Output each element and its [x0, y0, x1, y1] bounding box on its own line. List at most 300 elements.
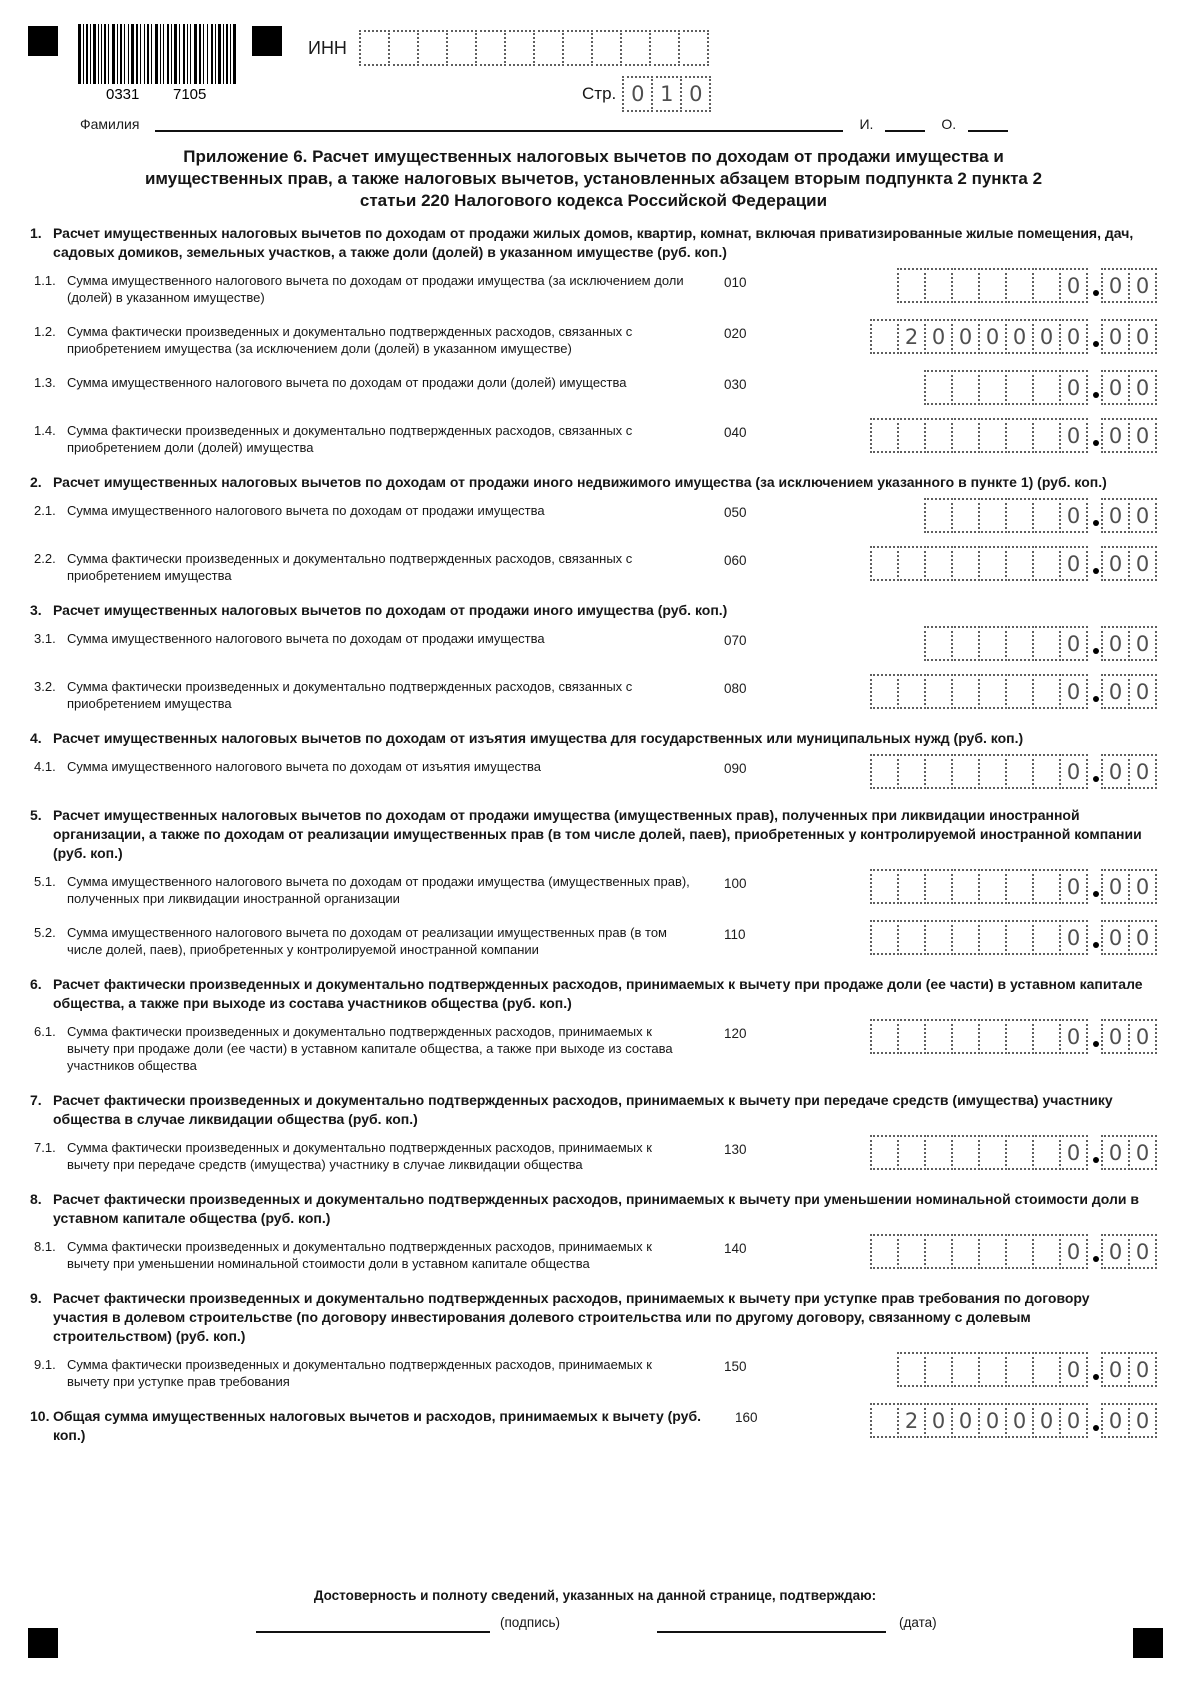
- form-title: Приложение 6. Расчет имущественных налоговых вычетов по доходам от продажи имущества и имущественных прав, а также налоговых вычетов, установленных абзацем вторым подпункта 2 пункта 2 статьи 220 Налогового кодекса Российской Федерации: [144, 147, 1043, 210]
- value-cell: 0: [1101, 920, 1130, 955]
- value-cell: 0: [1059, 418, 1088, 453]
- value-cell: 0: [1101, 754, 1130, 789]
- surname-row: [80, 116, 1157, 132]
- value-cell: [897, 1352, 926, 1387]
- amount-field-090[interactable]: [872, 754, 1157, 789]
- line-number: 7.1.: [34, 1140, 56, 1155]
- value-cell: [388, 30, 419, 66]
- value-cell: [475, 30, 506, 66]
- value-cell: [978, 268, 1007, 303]
- value-cell: [870, 1403, 899, 1438]
- value-cell: 0: [1128, 1019, 1157, 1054]
- section-heading: [30, 975, 1148, 1013]
- value-cell: [897, 268, 926, 303]
- form-section: [30, 224, 1157, 456]
- confirmation-text: Достоверность и полноту сведений, указанных на данной странице, подтверждаю:: [313, 1588, 877, 1603]
- value-cell: [951, 754, 980, 789]
- inn-field[interactable]: [361, 30, 709, 66]
- value-cell: 0: [1101, 1019, 1130, 1054]
- line-number: 1.2.: [34, 324, 56, 339]
- line-code: 090: [724, 761, 747, 776]
- value-cell: 0: [1059, 498, 1088, 533]
- section-heading: [30, 224, 1148, 262]
- line-code: 120: [724, 1026, 747, 1041]
- section-heading: [30, 473, 1107, 492]
- value-cell: [446, 30, 477, 66]
- section-number: 9.: [30, 1290, 42, 1306]
- value-cell: [924, 370, 953, 405]
- value-cell: 0: [1101, 1403, 1130, 1438]
- section-heading-text: Расчет фактически произведенных и документально подтвержденных расходов, принимаемых к вычету при уменьшении номинальной стоимости доли в уставном капитале общества (руб. коп.): [53, 1191, 1139, 1226]
- line-label-text: Сумма имущественного налогового вычета по доходам от продажи имущества: [67, 503, 545, 518]
- value-cell: [562, 30, 593, 66]
- line-label: [30, 924, 692, 958]
- section-rows: [30, 272, 1157, 456]
- value-cell: 0: [1059, 268, 1088, 303]
- form-line: [30, 1238, 1157, 1272]
- line-number: 9.1.: [34, 1357, 56, 1372]
- section-rows: [30, 1023, 1157, 1074]
- line-label: [30, 1238, 692, 1272]
- value-cell: [924, 920, 953, 955]
- form-line: [30, 272, 1157, 306]
- patronymic-initial-line[interactable]: [968, 116, 1008, 132]
- section-number: 1.: [30, 225, 42, 241]
- line-label: [30, 758, 692, 775]
- value-cell: [978, 418, 1007, 453]
- line-label-text: Сумма фактически произведенных и документально подтвержденных расходов, связанных с приобретением имущества: [67, 679, 633, 711]
- value-cell: 0: [1005, 1403, 1034, 1438]
- form-line: [30, 924, 1157, 958]
- value-cell: [1005, 626, 1034, 661]
- value-cell: [951, 920, 980, 955]
- value-cell: [978, 626, 1007, 661]
- value-cell: [870, 1019, 899, 1054]
- section-heading-text: Расчет фактически произведенных и документально подтвержденных расходов, принимаемых к вычету при передаче средств (имущества) участнику общества в случае ликвидации общества (руб. коп.): [53, 1092, 1113, 1127]
- amount-field-120[interactable]: [872, 1019, 1157, 1054]
- line-code: 070: [724, 633, 747, 648]
- section-rows: [30, 1238, 1157, 1272]
- line-label-text: Сумма фактически произведенных и документально подтвержденных расходов, принимаемых к вычету при уступке прав требования: [67, 1357, 652, 1389]
- form-section: [30, 1190, 1157, 1272]
- section-rows: [30, 1356, 1157, 1390]
- value-cell: [897, 674, 926, 709]
- value-cell: [951, 1019, 980, 1054]
- line-label-text: Сумма фактически произведенных и документально подтвержденных расходов, связанных с приобретением доли (долей) имущества: [67, 423, 633, 455]
- value-cell: 0: [924, 1403, 953, 1438]
- page-number-label: Стр.: [582, 84, 617, 103]
- value-cell: 0: [1059, 1403, 1088, 1438]
- line-code: 150: [724, 1359, 747, 1374]
- value-cell: [978, 1352, 1007, 1387]
- line-label-text: Сумма имущественного налогового вычета по доходам от продажи имущества (имущественных прав), полученных при ликвидации иностранной организации: [67, 874, 690, 906]
- section-heading-text: Расчет фактически произведенных и документально подтвержденных расходов, принимаемых к вычету при уступке прав требования по договору участия в долевом строительстве (по договору инвестирования долевого строительства или по другому договору, связанному с долевым строительством) (руб. коп.): [53, 1290, 1090, 1344]
- line-code: 020: [724, 326, 747, 341]
- line-code: 160: [735, 1410, 758, 1425]
- value-cell: 0: [1059, 754, 1088, 789]
- value-cell: 0: [1128, 1352, 1157, 1387]
- value-cell: [951, 1135, 980, 1170]
- value-cell: [924, 1234, 953, 1269]
- value-cell: 0: [1101, 319, 1130, 354]
- value-cell: [897, 1019, 926, 1054]
- line-label-text: Сумма фактически произведенных и документально подтвержденных расходов, принимаемых к вычету при продаже доли (ее части) в уставном капитале общества, а также при выходе из состава участников общества: [67, 1024, 673, 1073]
- value-cell: [1032, 1019, 1061, 1054]
- value-cell: 0: [1101, 268, 1130, 303]
- line-label: [30, 678, 692, 712]
- value-cell: [924, 754, 953, 789]
- value-cell: [924, 1352, 953, 1387]
- amount-field-160[interactable]: [872, 1403, 1157, 1438]
- value-cell: [924, 626, 953, 661]
- value-cell: [1032, 546, 1061, 581]
- value-cell: [870, 754, 899, 789]
- value-cell: [897, 920, 926, 955]
- sections-container: [30, 224, 1157, 1445]
- form-line: [30, 1356, 1157, 1390]
- line-number: 8.1.: [34, 1239, 56, 1254]
- form-line: [30, 323, 1157, 357]
- value-cell: [1005, 418, 1034, 453]
- value-cell: [924, 1135, 953, 1170]
- value-cell: [951, 1234, 980, 1269]
- value-cell: 0: [951, 1403, 980, 1438]
- section-heading-text: Расчет фактически произведенных и документально подтвержденных расходов, принимаемых к вычету при продаже доли (ее части) в уставном капитале общества, а также при выходе из состава участников общества (руб. коп.): [53, 976, 1143, 1011]
- value-cell: [591, 30, 622, 66]
- value-cell: [1032, 268, 1061, 303]
- amount-field-060[interactable]: [872, 546, 1157, 581]
- date-input-line[interactable]: [657, 1631, 886, 1633]
- value-cell: [978, 754, 1007, 789]
- value-cell: [359, 30, 390, 66]
- value-cell: [897, 1234, 926, 1269]
- value-cell: 0: [1128, 626, 1157, 661]
- value-cell: [417, 30, 448, 66]
- value-cell: [978, 546, 1007, 581]
- first-initial-label: И.: [859, 116, 874, 132]
- form-section: [30, 1407, 1157, 1445]
- value-cell: 0: [622, 76, 653, 112]
- value-cell: [897, 418, 926, 453]
- patronymic-initial-label: О.: [941, 116, 957, 132]
- value-cell: [870, 674, 899, 709]
- form-section: [30, 975, 1157, 1074]
- line-code: 050: [724, 505, 747, 520]
- value-cell: 1: [651, 76, 682, 112]
- amount-field-080[interactable]: [872, 674, 1157, 709]
- section-heading-text: Общая сумма имущественных налоговых вычетов и расходов, принимаемых к вычету (руб. коп.): [53, 1408, 701, 1443]
- line-code: 140: [724, 1241, 747, 1256]
- value-cell: 0: [1059, 1135, 1088, 1170]
- section-heading: [30, 1190, 1148, 1228]
- value-cell: [870, 869, 899, 904]
- value-cell: [924, 1019, 953, 1054]
- line-label: [30, 630, 692, 647]
- line-code: 060: [724, 553, 747, 568]
- value-cell: [1005, 674, 1034, 709]
- value-cell: [1032, 920, 1061, 955]
- line-number: 3.1.: [34, 631, 56, 646]
- line-code: 110: [724, 927, 746, 942]
- value-cell: [978, 920, 1007, 955]
- value-cell: 0: [1005, 319, 1034, 354]
- line-number: 1.4.: [34, 423, 56, 438]
- form-line: [30, 1023, 1157, 1074]
- amount-field-010[interactable]: [899, 268, 1157, 303]
- value-cell: 0: [1128, 1403, 1157, 1438]
- value-cell: [1032, 626, 1061, 661]
- inn-label: ИНН: [308, 37, 347, 58]
- amount-field-030[interactable]: [926, 370, 1157, 405]
- value-cell: 0: [1059, 319, 1088, 354]
- value-cell: 0: [924, 319, 953, 354]
- value-cell: 0: [978, 1403, 1007, 1438]
- section-heading-text: Расчет имущественных налоговых вычетов по доходам от продажи имущества (имущественных прав), полученных при ликвидации иностранной организации, а также по доходам от реализации имущественных прав (в том числе долей, паев), приобретенных у контролируемой иностранной компании (руб. коп.): [53, 807, 1142, 861]
- value-cell: [1032, 869, 1061, 904]
- value-cell: 0: [1128, 674, 1157, 709]
- amount-field-070[interactable]: [926, 626, 1157, 661]
- line-label-text: Сумма имущественного налогового вычета по доходам от продажи имущества: [67, 631, 545, 646]
- value-cell: [897, 754, 926, 789]
- value-cell: [951, 674, 980, 709]
- value-cell: 0: [1059, 546, 1088, 581]
- registration-mark-top-right: [252, 26, 282, 56]
- value-cell: 0: [1101, 1135, 1130, 1170]
- section-number: 5.: [30, 807, 42, 823]
- line-number: 3.2.: [34, 679, 56, 694]
- value-cell: [504, 30, 535, 66]
- value-cell: [1032, 754, 1061, 789]
- line-label: [30, 272, 692, 306]
- value-cell: 0: [1101, 546, 1130, 581]
- line-number: 1.3.: [34, 375, 56, 390]
- amount-field-150[interactable]: [899, 1352, 1157, 1387]
- section-number: 2.: [30, 474, 42, 490]
- form-line: [30, 630, 1157, 661]
- section-heading: [30, 729, 1023, 748]
- value-cell: 0: [1059, 1019, 1088, 1054]
- line-label-text: Сумма фактически произведенных и документально подтвержденных расходов, связанных с приобретением имущества: [67, 551, 633, 583]
- value-cell: [870, 920, 899, 955]
- form-section: [30, 729, 1157, 789]
- value-cell: [870, 1234, 899, 1269]
- form-line: [30, 502, 1157, 533]
- value-cell: [978, 674, 1007, 709]
- value-cell: 0: [1101, 1234, 1130, 1269]
- value-cell: [1032, 1352, 1061, 1387]
- section-rows: [30, 758, 1157, 789]
- value-cell: [1005, 754, 1034, 789]
- line-code: 130: [724, 1142, 747, 1157]
- form-line: [30, 374, 1157, 405]
- value-cell: [649, 30, 680, 66]
- value-cell: [897, 546, 926, 581]
- value-cell: [951, 546, 980, 581]
- value-cell: [1032, 418, 1061, 453]
- line-label-text: Сумма фактически произведенных и документально подтвержденных расходов, связанных с приобретением имущества (за исключением доли (долей) в указанном имуществе): [67, 324, 633, 356]
- form-section: [30, 601, 1157, 712]
- value-cell: [924, 418, 953, 453]
- form-section: [30, 473, 1157, 584]
- form-section: [30, 1289, 1157, 1390]
- line-code: 010: [724, 275, 747, 290]
- line-label: [30, 374, 692, 391]
- value-cell: 0: [1128, 869, 1157, 904]
- value-cell: [897, 1135, 926, 1170]
- line-code: 030: [724, 377, 747, 392]
- value-cell: 0: [1059, 370, 1088, 405]
- section-heading-text: Расчет имущественных налоговых вычетов по доходам от продажи иного недвижимого имущества (за исключением указанного в пункте 1) (руб. коп.): [53, 474, 1107, 490]
- value-cell: 0: [1128, 268, 1157, 303]
- barcode-digits-left: 0331: [106, 86, 140, 102]
- line-number: 2.1.: [34, 503, 56, 518]
- value-cell: 0: [1101, 370, 1130, 405]
- line-label-text: Сумма имущественного налогового вычета по доходам от реализации имущественных прав (в том числе долей, паев), приобретенных у контролируемой иностранной компании: [67, 925, 667, 957]
- value-cell: 0: [1128, 370, 1157, 405]
- value-cell: 0: [1101, 418, 1130, 453]
- value-cell: [951, 268, 980, 303]
- section-number: 10.: [30, 1408, 50, 1424]
- value-cell: [951, 498, 980, 533]
- value-cell: [951, 626, 980, 661]
- date-label: (дата): [899, 1615, 937, 1630]
- barcode-image: [78, 24, 236, 102]
- value-cell: 0: [1101, 626, 1130, 661]
- value-cell: 2: [897, 1403, 926, 1438]
- line-label: [30, 873, 692, 907]
- form-line: [30, 422, 1157, 456]
- line-label-text: Сумма имущественного налогового вычета по доходам от изъятия имущества: [67, 759, 541, 774]
- section-number: 7.: [30, 1092, 42, 1108]
- value-cell: [1005, 1352, 1034, 1387]
- inn-row: [308, 30, 709, 66]
- value-cell: [1005, 1234, 1034, 1269]
- section-heading-text: Расчет имущественных налоговых вычетов по доходам от изъятия имущества для государственных или муниципальных нужд (руб. коп.): [53, 730, 1024, 746]
- value-cell: [924, 674, 953, 709]
- signature-label: (подпись): [500, 1615, 561, 1630]
- value-cell: [1032, 1234, 1061, 1269]
- value-cell: [1032, 674, 1061, 709]
- line-label: [30, 1356, 692, 1390]
- line-code: 080: [724, 681, 747, 696]
- value-cell: [533, 30, 564, 66]
- section-number: 3.: [30, 602, 42, 618]
- value-cell: [1005, 920, 1034, 955]
- value-cell: [978, 869, 1007, 904]
- value-cell: [951, 370, 980, 405]
- value-cell: 0: [951, 319, 980, 354]
- section-number: 8.: [30, 1191, 42, 1207]
- value-cell: [678, 30, 709, 66]
- value-cell: [620, 30, 651, 66]
- value-cell: 2: [897, 319, 926, 354]
- form-section: [30, 806, 1157, 958]
- amount-field-050[interactable]: [926, 498, 1157, 533]
- amount-field-020[interactable]: [872, 319, 1157, 354]
- line-label-text: Сумма фактически произведенных и документально подтвержденных расходов, принимаемых к вычету при передаче средств (имущества) участнику в случае ликвидации общества: [67, 1140, 652, 1172]
- section-rows: [30, 873, 1157, 958]
- value-cell: 0: [1128, 418, 1157, 453]
- value-cell: 0: [1128, 754, 1157, 789]
- line-label: [30, 422, 692, 456]
- value-cell: [870, 1135, 899, 1170]
- line-number: 2.2.: [34, 551, 56, 566]
- line-number: 1.1.: [34, 273, 56, 288]
- form-line: [30, 678, 1157, 712]
- section-heading: [30, 806, 1148, 863]
- value-cell: [897, 869, 926, 904]
- amount-field-110[interactable]: [872, 920, 1157, 955]
- value-cell: [1005, 370, 1034, 405]
- line-label: [30, 502, 692, 519]
- value-cell: 0: [1059, 674, 1088, 709]
- amount-field-140[interactable]: [872, 1234, 1157, 1269]
- value-cell: 0: [1128, 498, 1157, 533]
- section-heading: [30, 1289, 1148, 1346]
- form-section: [30, 1091, 1157, 1173]
- value-cell: [1005, 546, 1034, 581]
- value-cell: [951, 418, 980, 453]
- value-cell: [870, 418, 899, 453]
- confirmation-footer: [0, 1588, 1190, 1643]
- value-cell: [951, 869, 980, 904]
- value-cell: [1032, 498, 1061, 533]
- page-number-row: [582, 76, 711, 112]
- value-cell: 0: [1101, 674, 1130, 709]
- page-number-field[interactable]: [624, 76, 711, 112]
- line-number: 6.1.: [34, 1024, 56, 1039]
- value-cell: [978, 498, 1007, 533]
- value-cell: [924, 268, 953, 303]
- value-cell: 0: [1059, 1234, 1088, 1269]
- line-code: 040: [724, 425, 747, 440]
- value-cell: [978, 1019, 1007, 1054]
- value-cell: 0: [680, 76, 711, 112]
- line-label: [30, 1139, 692, 1173]
- value-cell: 0: [1128, 546, 1157, 581]
- section-number: 4.: [30, 730, 42, 746]
- line-label-text: Сумма фактически произведенных и документально подтвержденных расходов, принимаемых к вычету при уменьшении номинальной стоимости доли в уставном капитале общества: [67, 1239, 652, 1271]
- value-cell: [1005, 1135, 1034, 1170]
- line-number: 4.1.: [34, 759, 56, 774]
- section-heading-text: Расчет имущественных налоговых вычетов по доходам от продажи иного имущества (руб. коп.): [53, 602, 728, 618]
- value-cell: [978, 370, 1007, 405]
- surname-label: Фамилия: [80, 116, 140, 132]
- signature-input-line[interactable]: [256, 1631, 490, 1633]
- signature-date-line: [0, 1603, 1190, 1643]
- first-initial-line[interactable]: [885, 116, 925, 132]
- form-line: [30, 758, 1157, 789]
- value-cell: [1032, 370, 1061, 405]
- line-code: 100: [724, 876, 747, 891]
- amount-field-130[interactable]: [872, 1135, 1157, 1170]
- section-heading: [30, 1091, 1148, 1129]
- surname-input-line[interactable]: [155, 116, 843, 132]
- value-cell: [924, 498, 953, 533]
- amount-field-040[interactable]: [872, 418, 1157, 453]
- value-cell: [1005, 498, 1034, 533]
- value-cell: [1032, 1135, 1061, 1170]
- value-cell: [924, 546, 953, 581]
- amount-field-100[interactable]: [872, 869, 1157, 904]
- value-cell: [978, 1234, 1007, 1269]
- form-line: [30, 1139, 1157, 1173]
- section-rows: [30, 1139, 1157, 1173]
- value-cell: [951, 1352, 980, 1387]
- section-heading: [30, 601, 727, 620]
- value-cell: 0: [978, 319, 1007, 354]
- value-cell: [1005, 869, 1034, 904]
